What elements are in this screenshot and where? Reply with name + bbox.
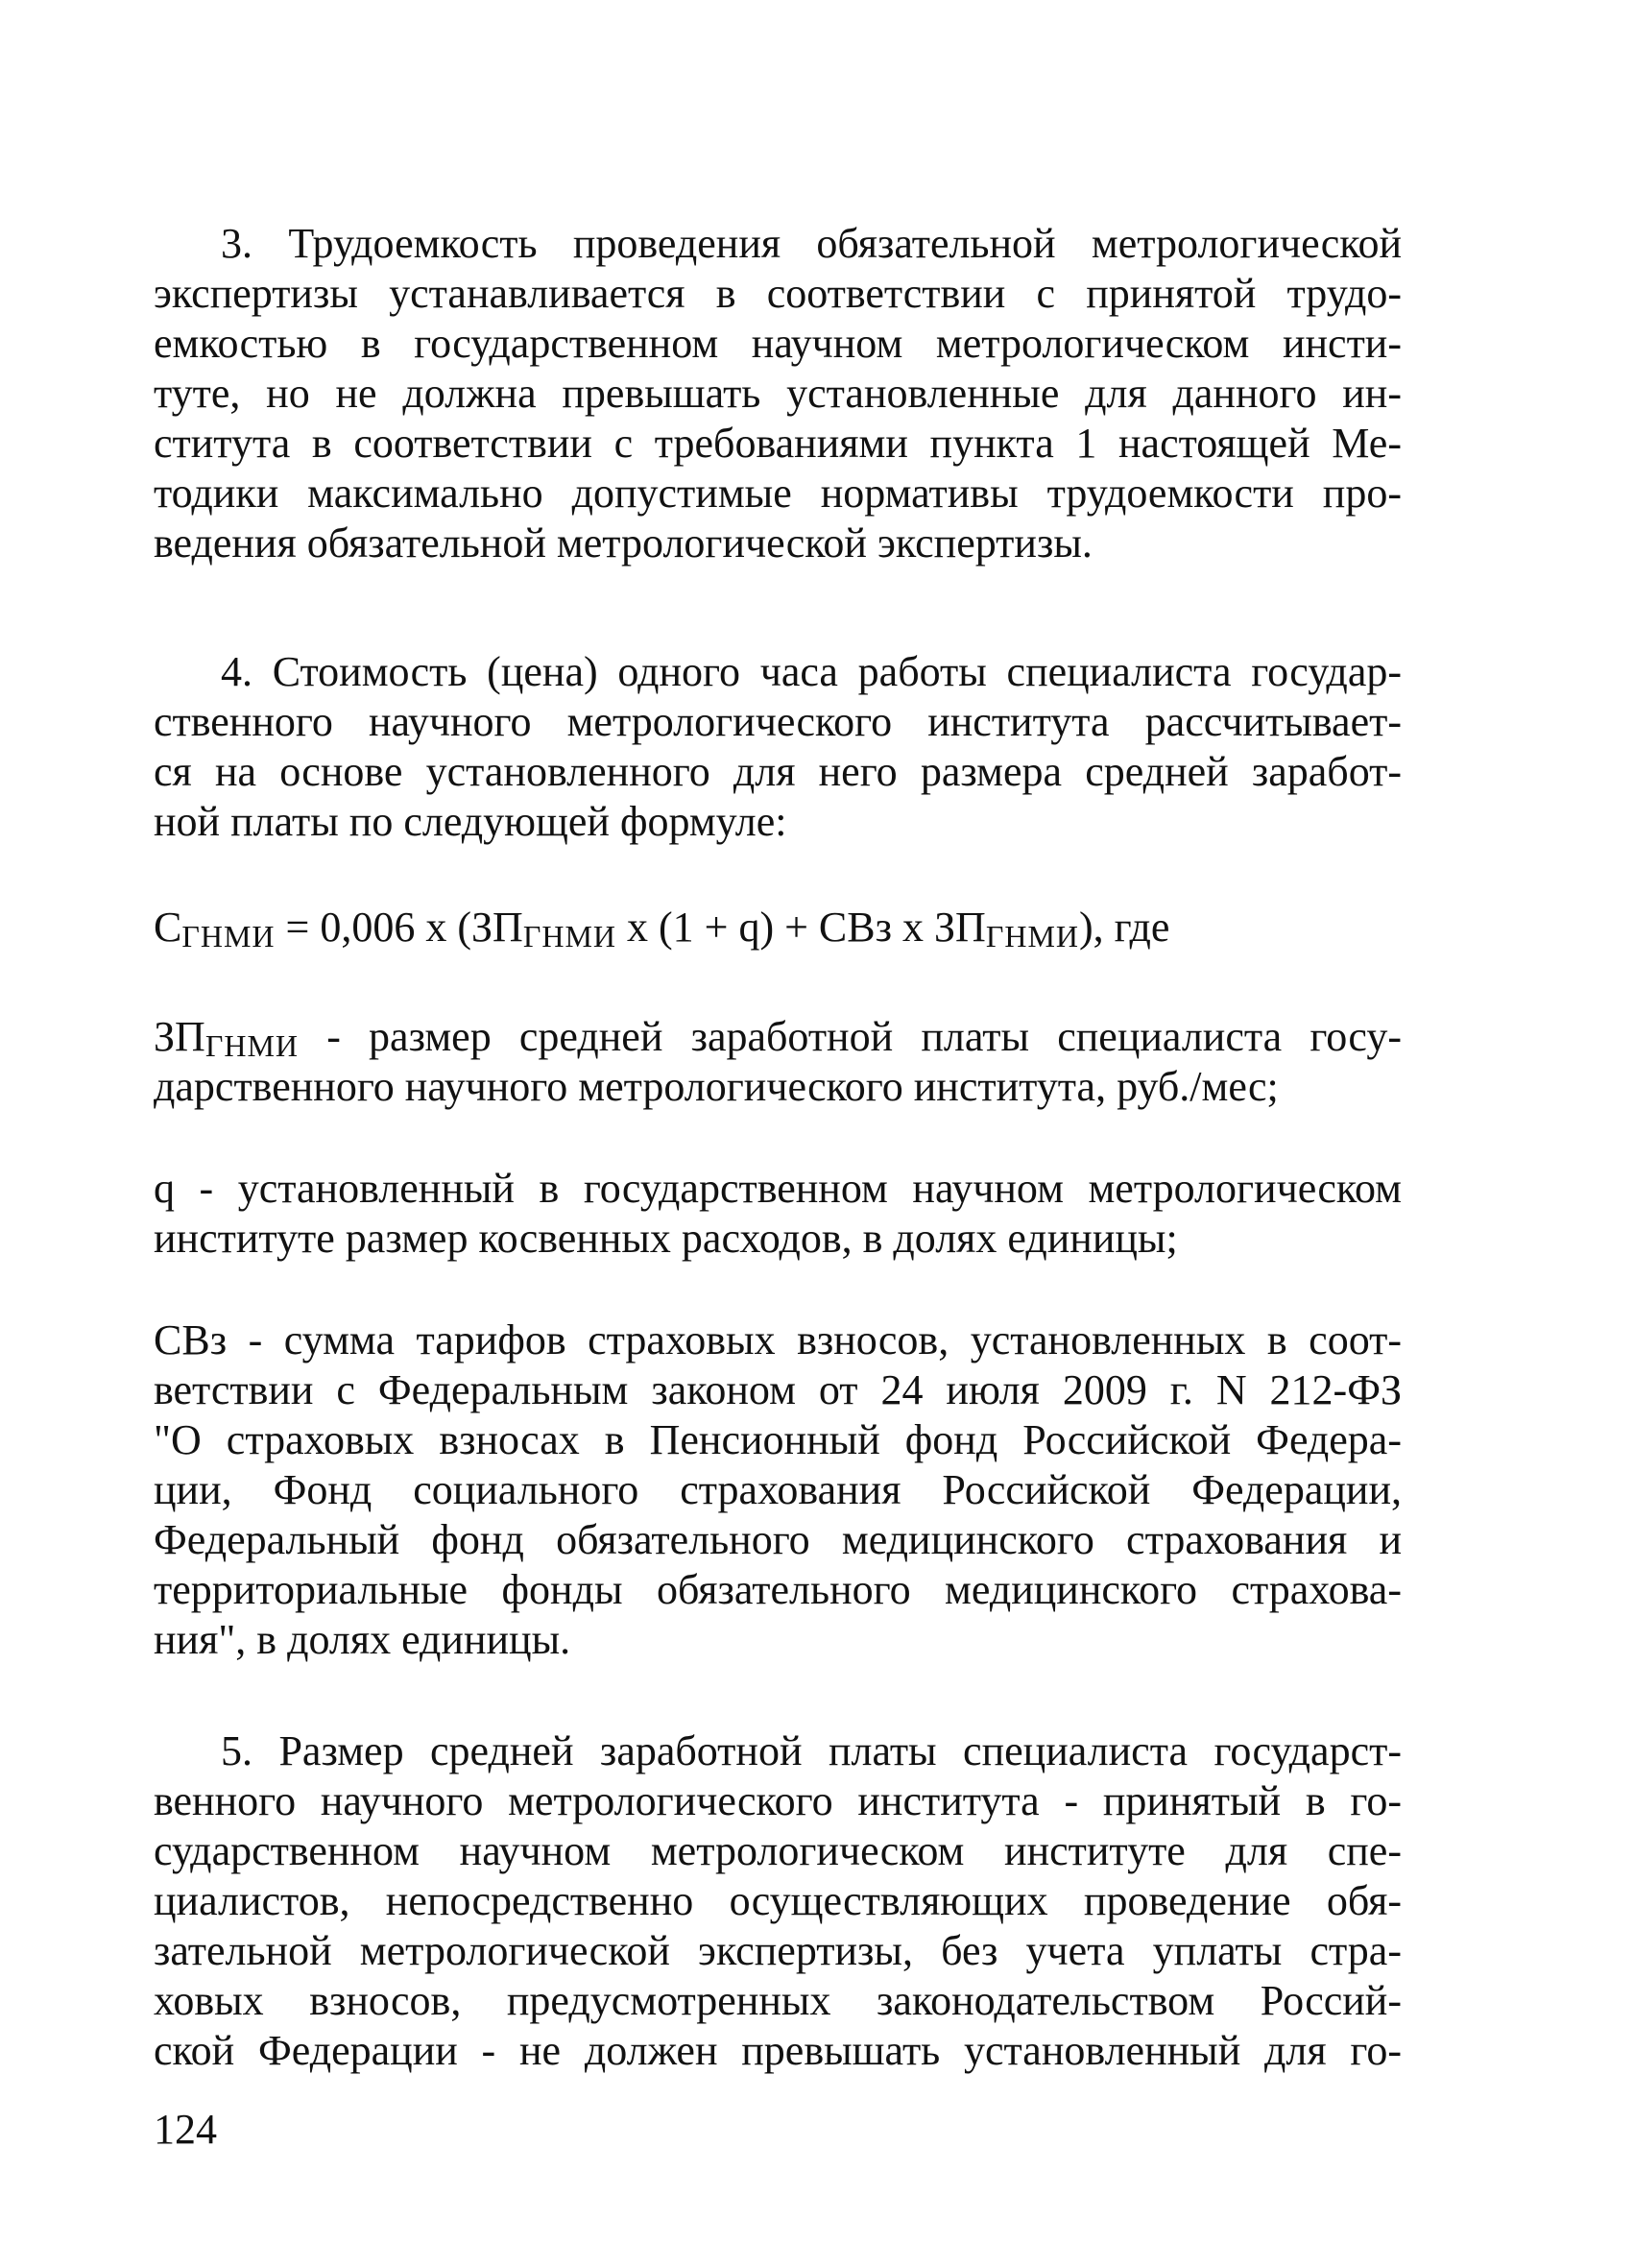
text-line: циалистов, непосредственно осуществляющих проведение обя- <box>154 1877 1402 1924</box>
definition-dash: - <box>299 1013 370 1060</box>
page-number: 124 <box>154 2106 217 2153</box>
text-line: ся на основе установленного для него размера средней заработ- <box>154 748 1402 795</box>
text-line: тодики максимально допустимые нормативы трудоемкости про- <box>154 470 1402 517</box>
text-line: q - установленный в государственном научном метрологическом <box>154 1165 1402 1212</box>
text-line: экспертизы устанавливается в соответствии с принятой трудо- <box>154 270 1402 317</box>
formula-text: = 0,006 х (ЗП <box>275 904 523 951</box>
text-line: ховых взносов, предусмотренных законодательством Россий- <box>154 1977 1402 2024</box>
text-line: ститута в соответствии с требованиями пункта 1 настоящей Ме- <box>154 420 1402 467</box>
text-line: ведения обязательной метрологической экспертизы. <box>154 519 1093 567</box>
text-line: венного научного метрологического института - принятый в го- <box>154 1777 1402 1824</box>
text-line: ственного научного метрологического института рассчитывает- <box>154 698 1402 745</box>
text-line: ветствии с Федеральным законом от 24 июля 2009 г. N 212-ФЗ <box>154 1366 1402 1413</box>
text-line: сударственном научном метрологическом институте для спе- <box>154 1827 1402 1874</box>
text-line: емкостью в государственном научном метрологическом инсти- <box>154 320 1402 367</box>
formula-text: ), где <box>1079 904 1170 951</box>
text-line: 5. Размер средней заработной платы специалиста государст- <box>221 1727 1402 1774</box>
text-line: ской Федерации - не должен превышать установленный для го- <box>154 2027 1402 2074</box>
formula <box>154 903 1402 961</box>
formula-subscript: ГНМИ <box>522 919 616 953</box>
definition-symbol: ЗП <box>154 1013 205 1060</box>
text-line: 3. Трудоемкость проведения обязательной метрологической <box>221 220 1402 267</box>
formula-symbol-c: С <box>154 904 182 951</box>
text-line: ния", в долях единицы. <box>154 1616 571 1663</box>
text-line: ции, Фонд социального страхования Российской Федерации, <box>154 1466 1402 1513</box>
text-line: Федеральный фонд обязательного медицинского страхования и <box>154 1516 1402 1563</box>
text-line: ной платы по следующей формуле: <box>154 798 787 845</box>
formula-subscript: ГНМИ <box>181 919 276 953</box>
text-line: туте, но не должна превышать установленные для данного ин- <box>154 370 1402 417</box>
text-line: СВз - сумма тарифов страховых взносов, установленных в соот- <box>154 1316 1402 1363</box>
formula-text: х (1 + q) + СВз х ЗП <box>616 904 986 951</box>
text-line: дарственного научного метрологического института, руб./мес; <box>154 1063 1279 1110</box>
text-line: 4. Стоимость (цена) одного часа работы специалиста государ- <box>221 648 1402 695</box>
text-line: зательной метрологической экспертизы, без учета уплаты стра- <box>154 1927 1402 1974</box>
formula-subscript: ГНМИ <box>985 919 1079 953</box>
text-line: институте размер косвенных расходов, в долях единицы; <box>154 1215 1178 1262</box>
text-line: территориальные фонды обязательного медицинского страхова- <box>154 1566 1402 1613</box>
definition-subscript: ГНМИ <box>204 1028 299 1063</box>
definition-text: размер средней заработной платы специалиста госу- <box>369 1013 1403 1060</box>
text-line: "О страховых взносах в Пенсионный фонд Российской Федера- <box>154 1416 1402 1463</box>
